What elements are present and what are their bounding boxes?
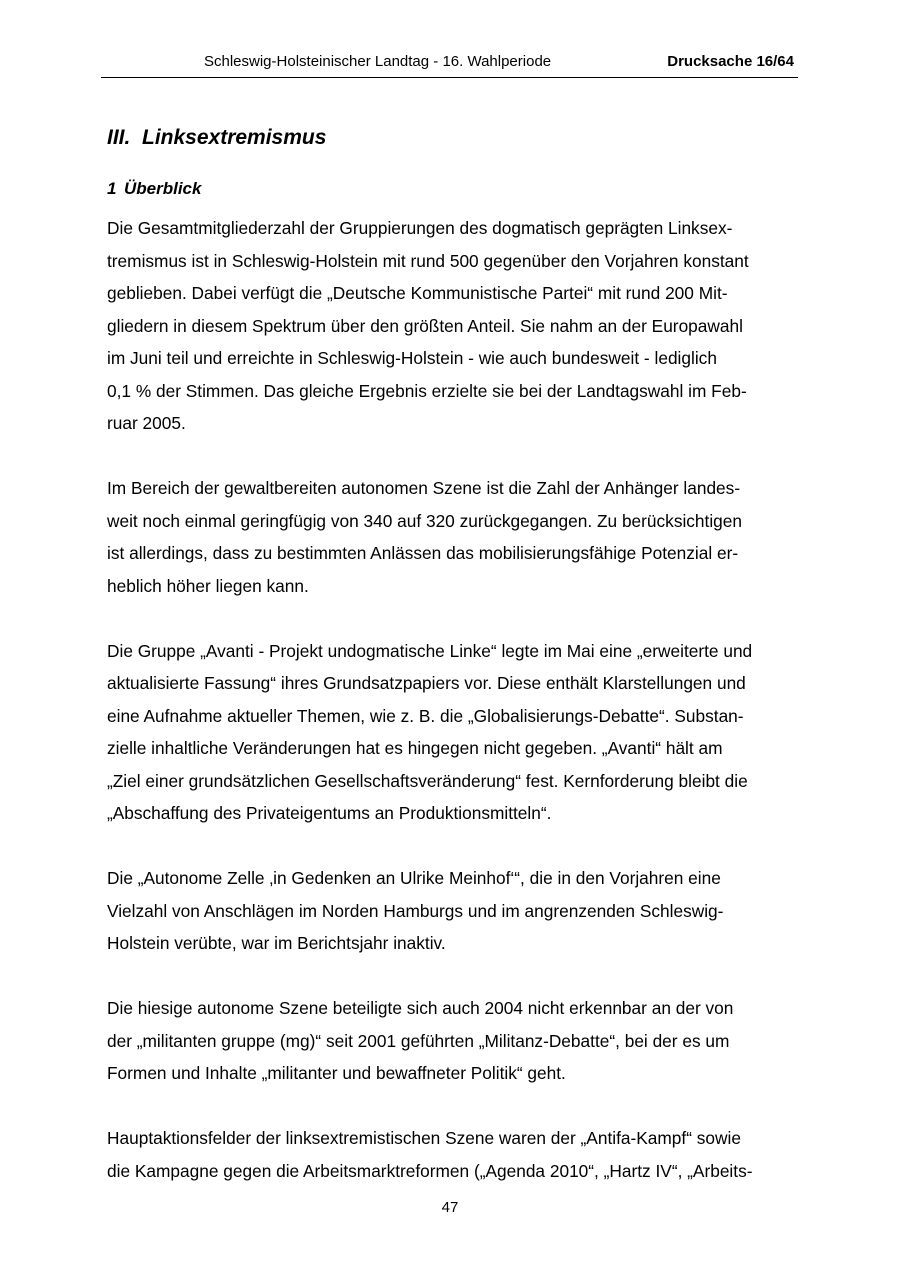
chapter-title: Linksextremismus (142, 126, 327, 149)
paragraph (107, 862, 797, 960)
text-line: Holstein verübte, war im Berichtsjahr inaktiv. (107, 933, 446, 953)
text-line: ruar 2005. (107, 413, 186, 433)
text-line: Hauptaktionsfelder der linksextremistischen Szene waren der „Antifa-Kampf“ sowie (107, 1128, 741, 1148)
page-header (101, 50, 798, 78)
text-line: Die Gesamtmitgliederzahl der Gruppierungen des dogmatisch geprägten Linksex- (107, 218, 733, 238)
paragraph (107, 1122, 797, 1187)
chapter-number: III. (107, 126, 131, 149)
text-line: Die „Autonome Zelle ‚in Gedenken an Ulrike Meinhof‘“, die in den Vorjahren eine (107, 868, 721, 888)
text-line: Im Bereich der gewaltbereiten autonomen Szene ist die Zahl der Anhänger landes- (107, 478, 741, 498)
section-heading (107, 179, 201, 199)
text-line: geblieben. Dabei verfügt die „Deutsche Kommunistische Partei“ mit rund 200 Mit- (107, 283, 728, 303)
text-line: 0,1 % der Stimmen. Das gleiche Ergebnis erzielte sie bei der Landtagswahl im Feb- (107, 380, 747, 401)
paragraph (107, 992, 797, 1090)
paragraph (107, 212, 797, 440)
text-line: zielle inhaltliche Veränderungen hat es hingegen nicht gegeben. „Avanti“ hält am (107, 738, 723, 758)
text-line: aktualisierte Fassung“ ihres Grundsatzpapiers vor. Diese enthält Klarstellungen und (107, 673, 746, 693)
header-title: Schleswig-Holsteinischer Landtag - 16. Wahlperiode (204, 53, 552, 70)
chapter-heading (107, 126, 326, 150)
paragraph (107, 635, 797, 830)
document-number: Drucksache 16/64 (667, 53, 794, 70)
text-line: Formen und Inhalte „militanter und bewaffneter Politik“ geht. (107, 1063, 566, 1083)
text-line: ist allerdings, dass zu bestimmten Anlässen das mobilisierungsfähige Potenzial er- (107, 543, 739, 563)
body-text (107, 212, 797, 1220)
text-line: tremismus ist in Schleswig-Holstein mit rund 500 gegenüber den Vorjahren konstant (107, 250, 749, 271)
text-line: gliedern in diesem Spektrum über den größten Anteil. Sie nahm an der Europawahl (107, 315, 743, 336)
text-line: „Abschaffung des Privateigentums an Produktionsmitteln“. (107, 803, 552, 823)
text-line: heblich höher liegen kann. (107, 575, 309, 596)
section-number: 1 (107, 179, 117, 198)
page-number: 47 (441, 1199, 459, 1216)
text-line: der „militanten gruppe (mg)“ seit 2001 geführten „Militanz-Debatte“, bei der es um (107, 1030, 730, 1051)
text-line: im Juni teil und erreichte in Schleswig-Holstein - wie auch bundesweit - lediglich (107, 348, 717, 368)
section-title: Überblick (124, 179, 202, 198)
text-line: Die Gruppe „Avanti - Projekt undogmatische Linke“ legte im Mai eine „erweiterte und (107, 640, 753, 661)
text-line: die Kampagne gegen die Arbeitsmarktreformen („Agenda 2010“, „Hartz IV“, „Arbeits- (107, 1160, 753, 1181)
text-line: „Ziel einer grundsätzlichen Gesellschaftsveränderung“ fest. Kernforderung bleibt die (107, 770, 748, 791)
paragraph (107, 472, 797, 602)
text-line: weit noch einmal geringfügig von 340 auf 320 zurückgegangen. Zu berücksichtigen (107, 510, 743, 531)
text-line: Die hiesige autonome Szene beteiligte sich auch 2004 nicht erkennbar an der von (107, 998, 734, 1018)
text-line: eine Aufnahme aktueller Themen, wie z. B. die „Globalisierungs-Debatte“. Substan- (107, 705, 744, 726)
text-line: Vielzahl von Anschlägen im Norden Hamburgs und im angrenzenden Schleswig- (107, 900, 724, 921)
